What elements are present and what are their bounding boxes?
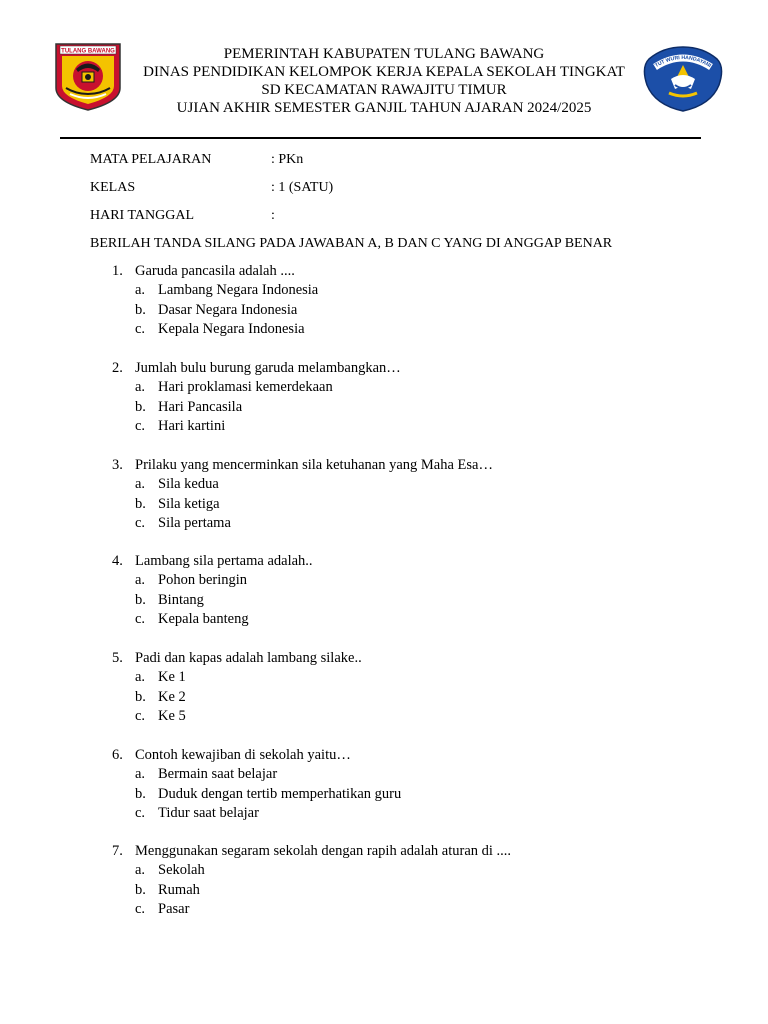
option-text: Hari proklamasi kemerdekaan — [158, 379, 333, 396]
option-letter: c. — [135, 900, 146, 917]
question-number: 4. — [112, 553, 123, 569]
option-text: Hari Pancasila — [158, 398, 243, 415]
meta-value: : PKn — [271, 152, 304, 167]
option-text: Sekolah — [158, 862, 205, 879]
option-text: Sila kedua — [158, 476, 219, 493]
question-number: 2. — [112, 360, 123, 376]
option-text: Sila pertama — [158, 514, 231, 531]
option-letter: b. — [135, 591, 146, 608]
question-number: 3. — [112, 457, 123, 473]
option-letter: b. — [135, 301, 146, 318]
header-line-exam-title: UJIAN AKHIR SEMESTER GANJIL TAHUN AJARAN 2024/2025 — [176, 100, 592, 116]
option-letter: b. — [135, 688, 146, 705]
option-letter: b. — [135, 785, 146, 802]
option-text: Duduk dengan tertib memperhatikan guru — [158, 785, 402, 802]
option-text: Ke 5 — [158, 707, 186, 724]
meta-label: HARI TANGGAL — [90, 208, 195, 223]
option-letter: c. — [135, 804, 146, 821]
svg-text:TULANG BAWANG: TULANG BAWANG — [61, 48, 115, 55]
option-text: Hari kartini — [158, 417, 226, 434]
question-number: 1. — [112, 263, 123, 279]
option-letter: c. — [135, 707, 146, 724]
question-number: 5. — [112, 650, 123, 666]
exam-header — [130, 45, 638, 117]
option-letter: c. — [135, 320, 146, 337]
tut-wuri-handayani-logo-icon — [641, 45, 725, 113]
header-line-district: SD KECAMATAN RAWAJITU TIMUR — [261, 82, 507, 98]
option-text: Ke 2 — [158, 688, 186, 705]
meta-label: KELAS — [90, 180, 136, 195]
option-letter: b. — [135, 495, 146, 512]
option-letter: a. — [135, 862, 146, 879]
meta-value: : — [271, 208, 275, 223]
question-text: Menggunakan segaram sekolah dengan rapih adalah aturan di .... — [135, 843, 512, 859]
meta-value: : 1 (SATU) — [271, 180, 334, 195]
question-text: Jumlah bulu burung garuda melambangkan… — [135, 360, 401, 376]
option-text: Bermain saat belajar — [158, 766, 278, 783]
header-divider — [60, 137, 701, 139]
question-text: Padi dan kapas adalah lambang silake.. — [135, 650, 362, 666]
option-letter: b. — [135, 881, 146, 898]
option-text: Kepala Negara Indonesia — [158, 320, 305, 337]
tulang-bawang-emblem-icon — [52, 42, 124, 112]
option-text: Dasar Negara Indonesia — [158, 301, 298, 318]
option-letter: b. — [135, 398, 146, 415]
question-text: Garuda pancasila adalah .... — [135, 263, 295, 279]
option-letter: a. — [135, 572, 146, 589]
option-letter: a. — [135, 669, 146, 686]
exam-instruction: BERILAH TANDA SILANG PADA JAWABAN A, B DAN C YANG DI ANGGAP BENAR — [90, 236, 613, 251]
option-letter: c. — [135, 514, 146, 531]
header-line-department: DINAS PENDIDIKAN KELOMPOK KERJA KEPALA SEKOLAH TINGKAT — [143, 64, 625, 80]
option-letter: c. — [135, 610, 146, 627]
option-text: Kepala banteng — [158, 610, 249, 627]
header-line-government: PEMERINTAH KABUPATEN TULANG BAWANG — [223, 46, 545, 62]
option-text: Pohon beringin — [158, 572, 248, 589]
question-text: Prilaku yang mencerminkan sila ketuhanan yang Maha Esa… — [135, 457, 493, 473]
option-text: Pasar — [158, 900, 190, 917]
option-text: Bintang — [158, 591, 204, 608]
option-text: Lambang Negara Indonesia — [158, 282, 319, 299]
svg-text:TUT WURI HANDAYANI: TUT WURI HANDAYANI — [654, 54, 712, 70]
option-text: Ke 1 — [158, 669, 186, 686]
option-letter: a. — [135, 282, 146, 299]
meta-label: MATA PELAJARAN — [90, 152, 212, 167]
option-text: Rumah — [158, 881, 200, 898]
option-text: Tidur saat belajar — [158, 804, 259, 821]
option-letter: a. — [135, 379, 146, 396]
option-letter: a. — [135, 766, 146, 783]
option-letter: a. — [135, 476, 146, 493]
option-text: Sila ketiga — [158, 495, 220, 512]
option-letter: c. — [135, 417, 146, 434]
question-number: 7. — [112, 843, 123, 859]
question-text: Lambang sila pertama adalah.. — [135, 553, 313, 569]
question-number: 6. — [112, 747, 123, 763]
question-text: Contoh kewajiban di sekolah yaitu… — [135, 747, 351, 763]
